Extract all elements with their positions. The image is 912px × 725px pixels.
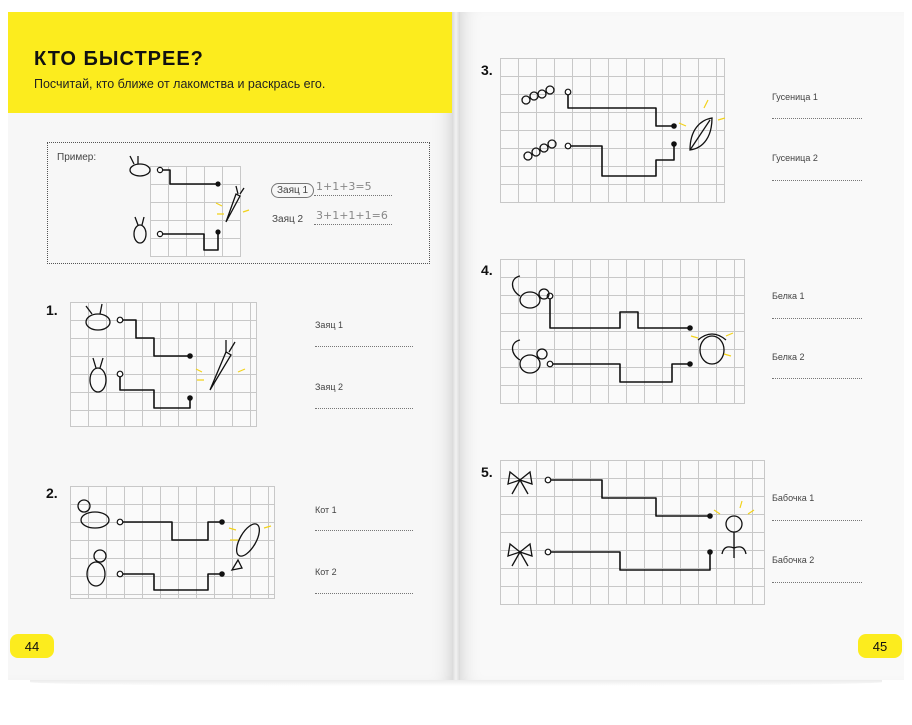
hare-icon — [86, 304, 110, 330]
task-2-number: 2. — [46, 485, 58, 501]
carrot-icon — [210, 340, 235, 390]
butterfly-icon — [508, 544, 532, 566]
carrot-icon — [226, 186, 244, 222]
task-3-path-2 — [568, 144, 674, 176]
example-path-2 — [160, 232, 218, 250]
task-2-label-1: Кот 1 — [315, 505, 337, 515]
hare-icon — [90, 358, 106, 392]
task-3-number: 3. — [481, 62, 493, 78]
task-1-path-2 — [120, 374, 190, 408]
highlight-sparks — [196, 100, 754, 540]
example-row2-label: Заяц 2 — [272, 214, 304, 225]
task-4-label-1: Белка 1 — [772, 291, 805, 301]
task-4-path-1 — [550, 296, 690, 328]
hare-icon — [134, 217, 146, 243]
task-3-path-1 — [568, 92, 674, 126]
example-row1-label: Заяц 1 — [271, 183, 314, 198]
hare-icon — [130, 156, 150, 176]
task-2-path-2 — [120, 574, 222, 590]
flower-icon — [722, 516, 746, 558]
leaf-icon — [690, 118, 712, 150]
example-label: Пример: — [57, 152, 97, 163]
task-5-path-1 — [548, 480, 710, 516]
task-4-path-2 — [550, 364, 690, 382]
task-1-label-1: Заяц 1 — [315, 320, 343, 330]
cat-icon — [78, 500, 109, 528]
example-row1-answer: 1+1+3=5 — [316, 180, 372, 193]
task-4-label-2: Белка 2 — [772, 352, 805, 362]
caterpillar-icon — [524, 140, 556, 160]
page-number-right: 45 — [858, 634, 902, 658]
cat-icon — [87, 550, 106, 586]
acorn-icon — [698, 334, 726, 364]
squirrel-icon — [513, 340, 548, 373]
task-5-label-1: Бабочка 1 — [772, 493, 815, 503]
page-title: КТО БЫСТРЕЕ? — [34, 48, 204, 70]
task-3-label-1: Гусеница 1 — [772, 92, 818, 102]
task-5-path-2 — [548, 552, 710, 570]
task-2-path-1 — [120, 522, 222, 540]
instructions: Посчитай, кто ближе от лакомства и раскрась его. — [34, 77, 326, 91]
butterfly-icon — [508, 472, 532, 494]
example-path-1 — [160, 170, 218, 184]
task-5-label-2: Бабочка 2 — [772, 555, 815, 565]
example-row2-answer: 3+1+1+1=6 — [316, 209, 388, 222]
task-1-path-1 — [120, 320, 190, 356]
task-1-number: 1. — [46, 302, 58, 318]
task-3-label-2: Гусеница 2 — [772, 153, 818, 163]
task-4-number: 4. — [481, 262, 493, 278]
task-1-label-2: Заяц 2 — [315, 382, 343, 392]
fish-icon — [232, 520, 264, 570]
caterpillar-icon — [522, 86, 554, 104]
task-2-label-2: Кот 2 — [315, 567, 337, 577]
page-number-left: 44 — [10, 634, 54, 658]
squirrel-icon — [513, 276, 550, 308]
task-5-number: 5. — [481, 464, 493, 480]
